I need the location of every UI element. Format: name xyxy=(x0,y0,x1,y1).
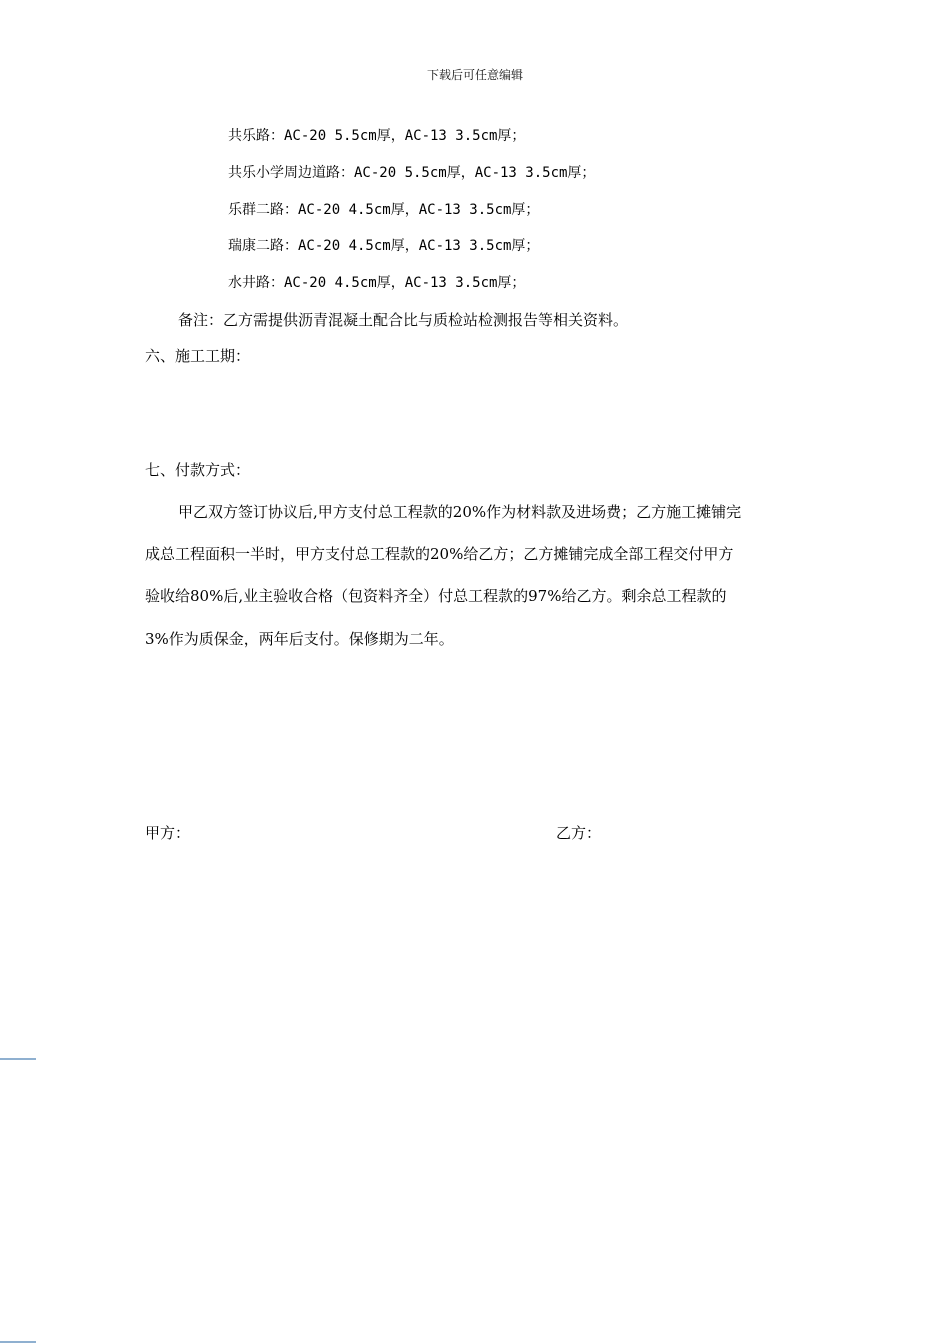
road-spec-lequn-second-road: 乐群二路：AC-20 4.5cm厚，AC-13 3.5cm厚； xyxy=(228,202,540,218)
payment-line: 3%作为质保金，两年后支付。保修期为二年。 xyxy=(145,630,454,648)
payment-line: 甲乙双方签订协议后,甲方支付总工程款的20%作为材料款及进场费；乙方施工摊铺完 xyxy=(178,503,742,521)
page-edge-mark xyxy=(0,1058,36,1060)
section-6-title: 六、施工工期： xyxy=(145,347,251,365)
payment-line: 成总工程面积一半时，甲方支付总工程款的20%给乙方；乙方摊铺完成全部工程交付甲方 xyxy=(145,545,734,563)
payment-line: 验收给80%后,业主验收合格（包资料齐全）付总工程款的97%给乙方。剩余总工程款的 xyxy=(145,587,727,605)
page-edge-mark xyxy=(0,1341,36,1343)
road-spec-gongle-school-roads: 共乐小学周边道路：AC-20 5.5cm厚，AC-13 3.5cm厚； xyxy=(228,165,596,181)
header-note: 下载后可任意编辑 xyxy=(426,68,523,82)
party-a-label: 甲方： xyxy=(145,824,191,842)
road-spec-ruikang-second-road: 瑞康二路：AC-20 4.5cm厚，AC-13 3.5cm厚； xyxy=(228,238,540,254)
remark-text: 备注：乙方需提供沥青混凝土配合比与质检站检测报告等相关资料。 xyxy=(178,311,629,329)
party-b-label: 乙方： xyxy=(556,824,602,842)
road-spec-shuijing-road: 水井路：AC-20 4.5cm厚，AC-13 3.5cm厚； xyxy=(228,275,526,291)
section-7-title: 七、付款方式： xyxy=(145,461,251,479)
road-spec-gongle-road: 共乐路：AC-20 5.5cm厚，AC-13 3.5cm厚； xyxy=(228,128,526,144)
